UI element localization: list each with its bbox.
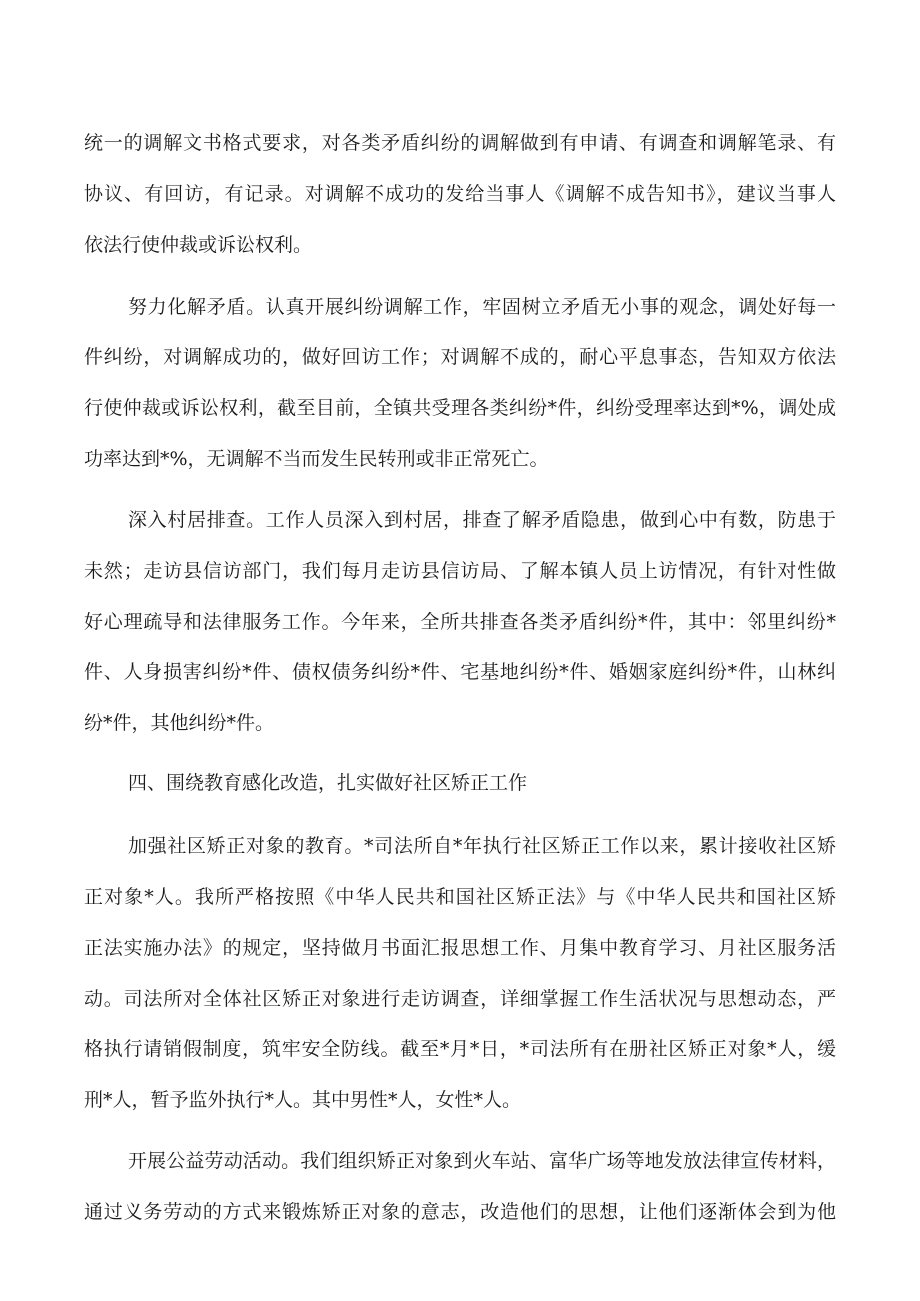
paragraph-line: 统一的调解文书格式要求，对各类矛盾纠纷的调解做到有申请、有调查和调解笔录、有 <box>84 132 836 154</box>
paragraph-line: 努力化解矛盾。认真开展纠纷调解工作，牢固树立矛盾无小事的观念，调处好每一 <box>128 296 836 318</box>
paragraph-line: 动。司法所对全体社区矫正对象进行走访调查，详细掌握工作生活状况与思想动态，严 <box>84 988 836 1010</box>
paragraph-line: 格执行请销假制度，筑牢安全防线。截至*月*日，*司法所有在册社区矫正对象*人，缓 <box>84 1038 836 1060</box>
paragraph-line: 正对象*人。我所严格按照《中华人民共和国社区矫正法》与《中华人民共和国社区矫 <box>84 886 836 908</box>
paragraph-line: 开展公益劳动活动。我们组织矫正对象到火车站、富华广场等地发放法律宣传材料， <box>128 1150 836 1172</box>
paragraph-line: 件、人身损害纠纷*件、债权债务纠纷*件、宅基地纠纷*件、婚姻家庭纠纷*件，山林纠 <box>84 661 836 683</box>
paragraph-line: 未然；走访县信访部门，我们每月走访县信访局、了解本镇人员上访情况，有针对性做 <box>84 560 836 582</box>
paragraph-line: 件纠纷，对调解成功的，做好回访工作；对调解不成的，耐心平息事态，告知双方依法 <box>84 346 836 368</box>
paragraph-line: 深入村居排查。工作人员深入到村居，排查了解矛盾隐患，做到心中有数，防患于 <box>128 509 836 531</box>
paragraph-line: 加强社区矫正对象的教育。*司法所自*年执行社区矫正工作以来，累计接收社区矫 <box>128 835 836 857</box>
paragraph-line: 协议、有回访，有记录。对调解不成功的发给当事人《调解不成告知书》，建议当事人 <box>84 183 836 205</box>
paragraph-line: 通过义务劳动的方式来锻炼矫正对象的意志，改造他们的思想，让他们逐渐体会到为他 <box>84 1201 836 1223</box>
paragraph-line: 行使仲裁或诉讼权利，截至目前，全镇共受理各类纠纷*件，纠纷受理率达到*%，调处成 <box>84 397 836 419</box>
paragraph-line: 正法实施办法》的规定，坚持做月书面汇报思想工作、月集中教育学习、月社区服务活 <box>84 937 836 959</box>
paragraph-line: 纷*件，其他纠纷*件。 <box>84 712 275 734</box>
section-heading: 四、围绕教育感化改造，扎实做好社区矫正工作 <box>128 772 528 794</box>
paragraph-line: 功率达到*%，无调解不当而发生民转刑或非正常死亡。 <box>84 448 549 470</box>
paragraph-line: 好心理疏导和法律服务工作。今年来，全所共排查各类矛盾纠纷*件，其中：邻里纠纷* <box>84 611 836 633</box>
paragraph-line: 刑*人，暂予监外执行*人。其中男性*人，女性*人。 <box>84 1089 522 1111</box>
paragraph-line: 依法行使仲裁或诉讼权利。 <box>84 234 313 256</box>
